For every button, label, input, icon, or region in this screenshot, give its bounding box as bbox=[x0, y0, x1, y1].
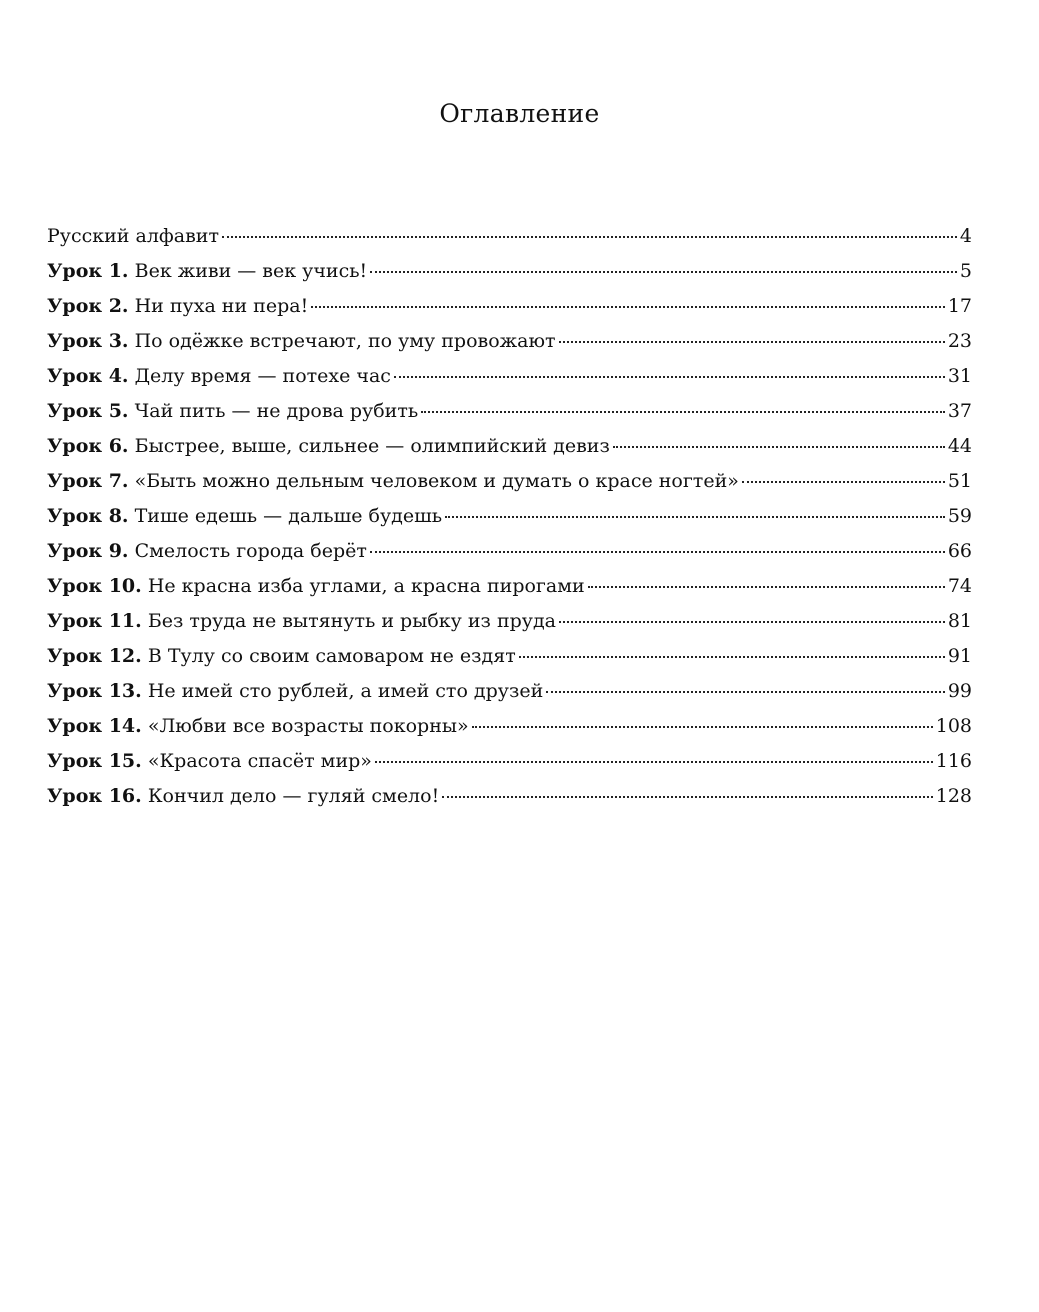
toc-lesson-number: Урок 15. bbox=[47, 750, 142, 772]
toc-leader-dots bbox=[472, 726, 933, 728]
toc-entry-title: Быстрее, выше, сильнее — олимпийский девиз bbox=[134, 435, 610, 457]
toc-page-number: 116 bbox=[935, 750, 972, 772]
toc-leader-dots bbox=[394, 376, 945, 378]
toc-entry-title: Русский алфавит bbox=[47, 225, 219, 247]
toc-entry-title: По одёжке встречают, по уму провожают bbox=[134, 330, 556, 352]
toc-lesson-number: Урок 4. bbox=[47, 365, 129, 387]
toc-entry-lesson-4[interactable] bbox=[47, 362, 972, 397]
toc-lesson-number: Урок 2. bbox=[47, 295, 129, 317]
toc-entry-title: Кончил дело — гуляй смело! bbox=[147, 785, 440, 807]
toc-lesson-number: Урок 8. bbox=[47, 505, 129, 527]
toc-entry-title: Тише едешь — дальше будешь bbox=[134, 505, 443, 527]
toc-entry-lesson-6[interactable] bbox=[47, 432, 972, 467]
toc-page-number: 66 bbox=[947, 540, 972, 562]
toc-entry-title: «Красота спасёт мир» bbox=[147, 750, 372, 772]
toc-entry-lesson-10[interactable] bbox=[47, 572, 972, 607]
toc-page-number: 5 bbox=[959, 260, 972, 282]
toc-entry-title: Век живи — век учись! bbox=[134, 260, 368, 282]
toc-lesson-number: Урок 12. bbox=[47, 645, 142, 667]
toc-leader-dots bbox=[370, 271, 957, 273]
toc-page-number: 44 bbox=[947, 435, 972, 457]
toc-leader-dots bbox=[421, 411, 945, 413]
toc-entry-lesson-15[interactable] bbox=[47, 747, 972, 782]
toc-entry-lesson-5[interactable] bbox=[47, 397, 972, 432]
toc-page-number: 108 bbox=[935, 715, 972, 737]
toc-lesson-number: Урок 6. bbox=[47, 435, 129, 457]
toc-entry-title: «Любви все возрасты покорны» bbox=[147, 715, 469, 737]
toc-lesson-number: Урок 11. bbox=[47, 610, 142, 632]
toc-entry-title: Делу время — потехе час bbox=[134, 365, 391, 387]
toc-page-number: 91 bbox=[947, 645, 972, 667]
toc-entry-lesson-7[interactable] bbox=[47, 467, 972, 502]
toc-leader-dots bbox=[546, 691, 945, 693]
toc-leader-dots bbox=[519, 656, 945, 658]
toc-lesson-number: Урок 16. bbox=[47, 785, 142, 807]
toc-lesson-number: Урок 13. bbox=[47, 680, 142, 702]
toc-lesson-number: Урок 5. bbox=[47, 400, 129, 422]
toc-page-number: 17 bbox=[947, 295, 972, 317]
toc-lesson-number: Урок 9. bbox=[47, 540, 129, 562]
toc-page-number: 81 bbox=[947, 610, 972, 632]
toc-entry-title: В Тулу со своим самоваром не ездят bbox=[147, 645, 516, 667]
toc-entry-title: Чай пить — не дрова рубить bbox=[134, 400, 419, 422]
toc-entry-title: Не имей сто рублей, а имей сто друзей bbox=[147, 680, 544, 702]
toc-lesson-number: Урок 14. bbox=[47, 715, 142, 737]
toc-leader-dots bbox=[588, 586, 945, 588]
toc-page-number: 31 bbox=[947, 365, 972, 387]
toc-leader-dots bbox=[370, 551, 945, 553]
toc-leader-dots bbox=[613, 446, 945, 448]
toc-page-number: 4 bbox=[959, 225, 972, 247]
toc-entry-title: «Быть можно дельным человеком и думать о красе ногтей» bbox=[134, 470, 739, 492]
toc-leader-dots bbox=[222, 236, 957, 238]
toc-leader-dots bbox=[559, 621, 945, 623]
toc-leader-dots bbox=[375, 761, 933, 763]
toc-entry-lesson-9[interactable] bbox=[47, 537, 972, 572]
table-of-contents bbox=[47, 222, 972, 817]
toc-leader-dots bbox=[445, 516, 945, 518]
toc-page-number: 128 bbox=[935, 785, 972, 807]
toc-lesson-number: Урок 3. bbox=[47, 330, 129, 352]
toc-page-number: 23 bbox=[947, 330, 972, 352]
toc-entry-lesson-2[interactable] bbox=[47, 292, 972, 327]
toc-leader-dots bbox=[442, 796, 933, 798]
toc-entry-lesson-14[interactable] bbox=[47, 712, 972, 747]
toc-entry-lesson-8[interactable] bbox=[47, 502, 972, 537]
toc-leader-dots bbox=[742, 481, 945, 483]
toc-page-number: 59 bbox=[947, 505, 972, 527]
toc-entry-lesson-16[interactable] bbox=[47, 782, 972, 817]
toc-leader-dots bbox=[559, 341, 945, 343]
toc-page-number: 99 bbox=[947, 680, 972, 702]
toc-page-number: 37 bbox=[947, 400, 972, 422]
toc-page-number: 51 bbox=[947, 470, 972, 492]
toc-lesson-number: Урок 7. bbox=[47, 470, 129, 492]
toc-entry-title: Не красна изба углами, а красна пирогами bbox=[147, 575, 585, 597]
toc-entry-lesson-1[interactable] bbox=[47, 257, 972, 292]
page-title: Оглавление bbox=[439, 98, 600, 128]
toc-entry-lesson-3[interactable] bbox=[47, 327, 972, 362]
toc-entry-title: Без труда не вытянуть и рыбку из пруда bbox=[147, 610, 556, 632]
toc-page-number: 74 bbox=[947, 575, 972, 597]
toc-entry-alphabet[interactable] bbox=[47, 222, 972, 257]
toc-entry-lesson-11[interactable] bbox=[47, 607, 972, 642]
toc-entry-title: Смелость города берёт bbox=[134, 540, 367, 562]
toc-entry-title: Ни пуха ни пера! bbox=[134, 295, 309, 317]
toc-lesson-number: Урок 10. bbox=[47, 575, 142, 597]
toc-leader-dots bbox=[311, 306, 945, 308]
toc-lesson-number: Урок 1. bbox=[47, 260, 129, 282]
toc-entry-lesson-12[interactable] bbox=[47, 642, 972, 677]
toc-entry-lesson-13[interactable] bbox=[47, 677, 972, 712]
